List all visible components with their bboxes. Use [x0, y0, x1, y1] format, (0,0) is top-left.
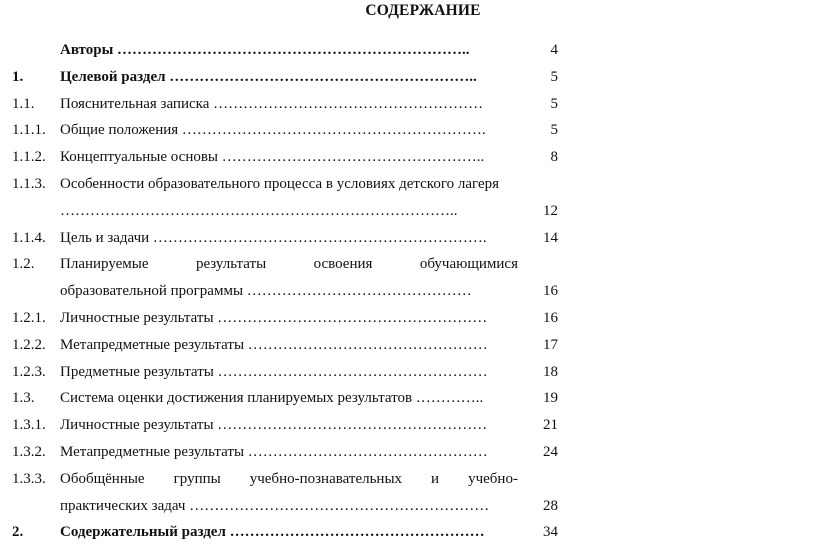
toc-entry-page-number: 18 — [543, 363, 558, 380]
toc-entry-page-number: 16 — [543, 310, 558, 326]
toc-entry-title: Цель и задачи …………………………………………………………. — [60, 229, 487, 246]
toc-entry-page-number: 4 — [550, 42, 558, 58]
toc-entry-word: обучающимися — [419, 256, 518, 273]
toc-entry-title: Пояснительная записка ……………………………………………… — [60, 95, 484, 112]
toc-entry-word: группы — [173, 470, 221, 487]
toc-entry-title: Предметные результаты ……………………………………………… — [60, 363, 488, 380]
toc-entry-word: учебно- — [468, 470, 518, 487]
toc-entry-title: Особенности образовательного процесса в условиях детского лагеря — [60, 176, 499, 192]
toc-entry-number: 1.1.3. — [12, 176, 46, 192]
toc-entry-page-number: 8 — [550, 149, 558, 166]
toc-entry-number: 1.1.2. — [12, 149, 46, 166]
toc-entry-title: Концептуальные основы …………………………………………….. — [60, 149, 485, 166]
toc-entry-number: 1.3.2. — [12, 444, 46, 460]
toc-entry-number: 2. — [12, 524, 24, 541]
toc-entry-title — [60, 469, 518, 489]
toc-entry-word: освоения — [313, 256, 373, 273]
toc-entry-page-number: 5 — [550, 68, 558, 85]
toc-entry — [0, 388, 816, 408]
toc-entry-word: Обобщённые — [60, 470, 145, 487]
page-title: СОДЕРЖАНИЕ — [365, 2, 481, 19]
toc-entry-number: 1. — [12, 68, 24, 85]
toc-entry — [0, 67, 816, 87]
toc-entry-title: практических задач …………………………………………………… — [60, 497, 490, 514]
toc-entry-word: и — [431, 470, 440, 487]
toc-entry — [0, 415, 816, 435]
toc-entry-title: Метапредметные результаты ………………………………………… — [60, 444, 488, 460]
toc-entry-title: образовательной программы ……………………………………… — [60, 283, 472, 300]
toc-entry-title: Целевой раздел …………………………………………………….. — [60, 68, 477, 85]
toc-entry-title: Метапредметные результаты ………………………………………… — [60, 336, 488, 353]
toc-entry — [0, 120, 816, 140]
toc-entry-page-number: 14 — [543, 229, 558, 246]
toc-entry — [0, 362, 816, 382]
toc-entry-page-number: 5 — [550, 122, 558, 139]
toc-entry-page-number: 16 — [543, 283, 558, 300]
toc-entry-page-number: 24 — [543, 444, 558, 460]
toc-entry — [0, 94, 816, 114]
toc-entry — [0, 201, 816, 221]
toc-entry-number: 1.2.1. — [12, 310, 46, 326]
toc-entry — [0, 522, 816, 542]
toc-entry — [0, 496, 816, 516]
toc-entry-number: 1.3.3. — [12, 470, 46, 487]
toc-entry — [0, 147, 816, 167]
toc-entry-title: Личностные результаты ……………………………………………… — [60, 310, 488, 326]
toc-entry-number: 1.1.1. — [12, 122, 46, 139]
toc-entry-title: Общие положения ……………………………………………………. — [60, 122, 486, 139]
toc-entry-page-number: 19 — [543, 390, 558, 407]
toc-entry-page-number: 21 — [543, 417, 558, 434]
toc-entry — [0, 40, 816, 60]
toc-entry-number: 1.3.1. — [12, 417, 46, 434]
toc-entry-page-number: 28 — [543, 497, 558, 514]
toc-entry-title: Личностные результаты ……………………………………………… — [60, 417, 488, 434]
toc-entry-number: 1.3. — [12, 390, 35, 407]
toc-entry — [0, 281, 816, 301]
toc-entry-title: Авторы …………………………………………………………….. — [60, 42, 470, 58]
toc-entry-number: 1.2.3. — [12, 363, 46, 380]
toc-entry-title: …………………………………………………………………….. — [60, 202, 458, 219]
toc-entry-title: Система оценки достижения планируемых результатов ………….. — [60, 390, 484, 407]
toc-entry — [0, 308, 816, 328]
toc-entry-page-number: 5 — [550, 95, 558, 112]
toc-entry-number: 1.1. — [12, 95, 35, 112]
toc-entry — [0, 228, 816, 248]
toc-entry-number: 1.2. — [12, 256, 35, 273]
toc-entry-word: Планируемые — [60, 256, 149, 273]
toc-entry-title: Содержательный раздел …………………………………………… — [60, 524, 485, 541]
toc-entry-number: 1.1.4. — [12, 229, 46, 246]
toc-entry — [0, 174, 816, 194]
toc-entry-title — [60, 254, 518, 274]
toc-entry — [0, 335, 816, 355]
toc-entry-word: результаты — [195, 256, 267, 273]
toc-entry-word: учебно-познавательных — [249, 470, 403, 487]
toc-entry — [0, 254, 816, 274]
toc-entry-page-number: 17 — [543, 336, 558, 353]
toc-entry-page-number: 12 — [543, 202, 558, 219]
toc-entry — [0, 442, 816, 462]
toc-entry-page-number: 34 — [543, 524, 558, 541]
toc-entry — [0, 469, 816, 489]
toc-entry-number: 1.2.2. — [12, 336, 46, 353]
